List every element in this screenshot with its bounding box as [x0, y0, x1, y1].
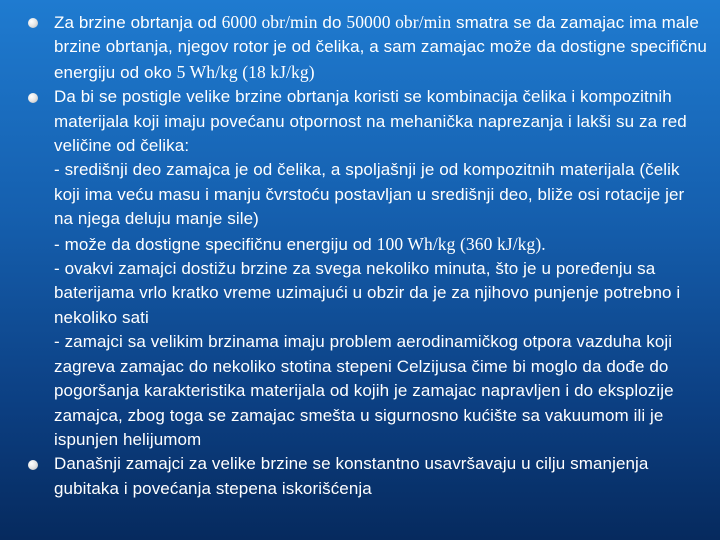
sub-point-charging [54, 257, 708, 330]
sub-point-aerodynamics [54, 330, 708, 452]
text-segment: - središnji deo zamajca je od čelika, a spoljašnji je od kompozitnih materijala (čelik koji ima veću masu i manju čvrstoću postavljan u središnji deo, bliže osi rotacije jer na njega deluju manje sile) [54, 160, 685, 229]
bullet-list [28, 10, 708, 501]
value-specific-energy-high: 100 Wh/kg (360 kJ/kg). [376, 233, 546, 254]
bullet-item-high-speed [28, 85, 708, 452]
text-segment: Za brzine obrtanja od [54, 13, 222, 32]
bullet-dot-icon [28, 18, 38, 28]
bullet-dot-icon [28, 93, 38, 103]
sub-point-energy [54, 232, 708, 257]
sub-point-materials [54, 158, 708, 231]
bullet-intro: Da bi se postigle velike brzine obrtanja koristi se kombinacija čelika i kompozitnih materijala koji imaju povećanu otpornost na mehanička naprezanja i lakši su za red veličine od čelika: [54, 87, 687, 156]
bullet-item-low-speed [28, 10, 708, 85]
value-specific-energy: 5 Wh/kg (18 kJ/kg) [176, 61, 315, 82]
text-segment: Današnji zamajci za velike brzine se konstantno usavršavaju u cilju smanjenja gubitaka i povećanja stepena iskorišćenja [54, 454, 649, 498]
text-segment: - ovakvi zamajci dostižu brzine za svega nekoliko minuta, što je u poređenju sa baterijama vrlo kratko vreme uzimajući u obzir da je za njihovo punjenje potrebno i nekoliko sati [54, 259, 681, 327]
bullet-item-improvement [28, 452, 708, 501]
text-segment: smatra se da zamajac ima male brzine obrtanja, njegov rotor je od čelika, a sam zamajac može da dostigne specifičnu energiju od oko [54, 13, 707, 82]
value-speed-min: 6000 obr/min [221, 12, 318, 32]
value-speed-max: 50000 obr/min [346, 12, 452, 32]
text-segment: do [317, 13, 347, 32]
text-segment: - zamajci sa velikim brzinama imaju problem aerodinamičkog otpora vazduha koji zagreva zamajac do nekoliko stotina stepeni Celzijusa čime bi moglo da dođe do pogoršanja karakteristika materijala od kojih je zamajac napravljen i do eksplozije zamajca, zbog toga se zamajac smešta u sigurnosno kućište sa vakuumom ili je ispunjen helijumom [54, 332, 674, 449]
bullet-dot-icon [28, 460, 38, 470]
text-segment: - može da dostigne specifičnu energiju od [54, 234, 377, 254]
